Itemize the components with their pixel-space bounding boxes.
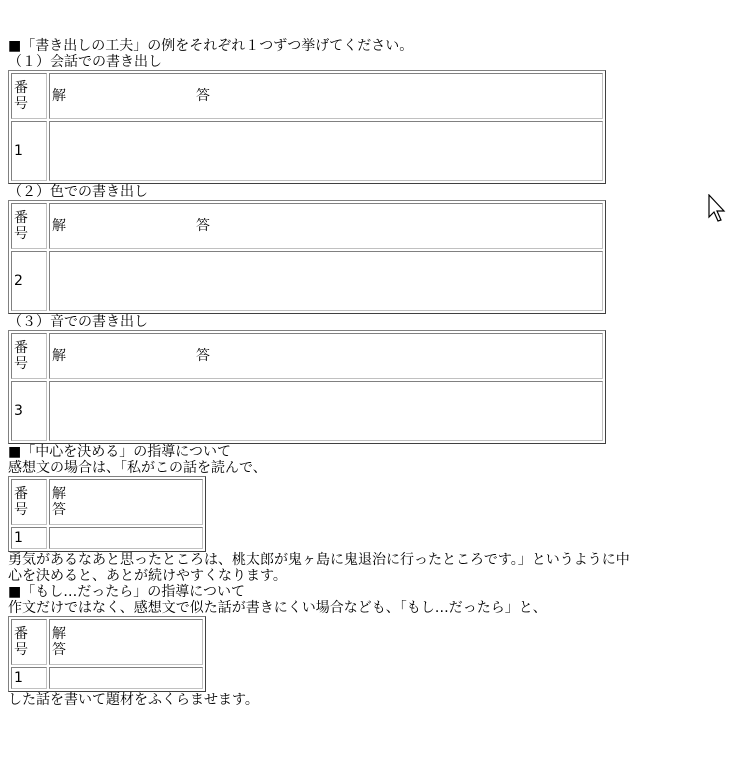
answer-header: 解 答 xyxy=(49,333,603,379)
row-number: 3 xyxy=(11,381,47,441)
intro-text: ■「書き出しの工夫」の例をそれぞれ１つずつ挙げてください。 xyxy=(8,38,414,54)
center-lead: 感想文の場合は、「私がこの話を読んで、 xyxy=(8,460,267,476)
row-number: 1 xyxy=(11,121,47,181)
moshi-trail: した話を書いて題材をふくらませます。 xyxy=(8,692,259,708)
num-header: 番号 xyxy=(11,73,47,119)
worksheet xyxy=(8,38,730,708)
answer-header: 解答 xyxy=(49,619,203,665)
moshi-lead: 作文だけではなく、感想文で似た話が書きにくい場合なども、「もし…だったら」と、 xyxy=(8,600,547,616)
center-trail-2: 心を決めると、あとが続けやすくなります。 xyxy=(8,568,287,584)
row-number: 1 xyxy=(11,527,47,549)
num-header: 番号 xyxy=(11,333,47,379)
answer-table-2 xyxy=(8,200,606,314)
num-header: 番号 xyxy=(11,479,47,525)
row-number: 2 xyxy=(11,251,47,311)
section-2-title: （２）色での書き出し xyxy=(8,184,148,200)
answer-header: 解 答 xyxy=(49,73,603,119)
answer-cell[interactable] xyxy=(49,667,203,689)
answer-header: 解 答 xyxy=(49,203,603,249)
center-trail-1: 勇気があるなあと思ったところは、桃太郎が鬼ヶ島に鬼退治に行ったところです。」というように中 xyxy=(8,552,630,568)
mouse-pointer-icon xyxy=(708,194,728,224)
answer-cell[interactable] xyxy=(49,251,603,311)
answer-header: 解答 xyxy=(49,479,203,525)
center-answer-table xyxy=(8,476,206,552)
num-header: 番号 xyxy=(11,619,47,665)
answer-table-1 xyxy=(8,70,606,184)
section-3-title: （３）音での書き出し xyxy=(8,314,148,330)
center-heading: ■「中心を決める」の指導について xyxy=(8,444,231,460)
section-1-title: （１）会話での書き出し xyxy=(8,54,162,70)
answer-cell[interactable] xyxy=(49,527,203,549)
num-header: 番号 xyxy=(11,203,47,249)
moshi-heading: ■「もし…だったら」の指導について xyxy=(8,584,245,600)
answer-cell[interactable] xyxy=(49,381,603,441)
answer-cell[interactable] xyxy=(49,121,603,181)
moshi-answer-table xyxy=(8,616,206,692)
row-number: 1 xyxy=(11,667,47,689)
answer-table-3 xyxy=(8,330,606,444)
